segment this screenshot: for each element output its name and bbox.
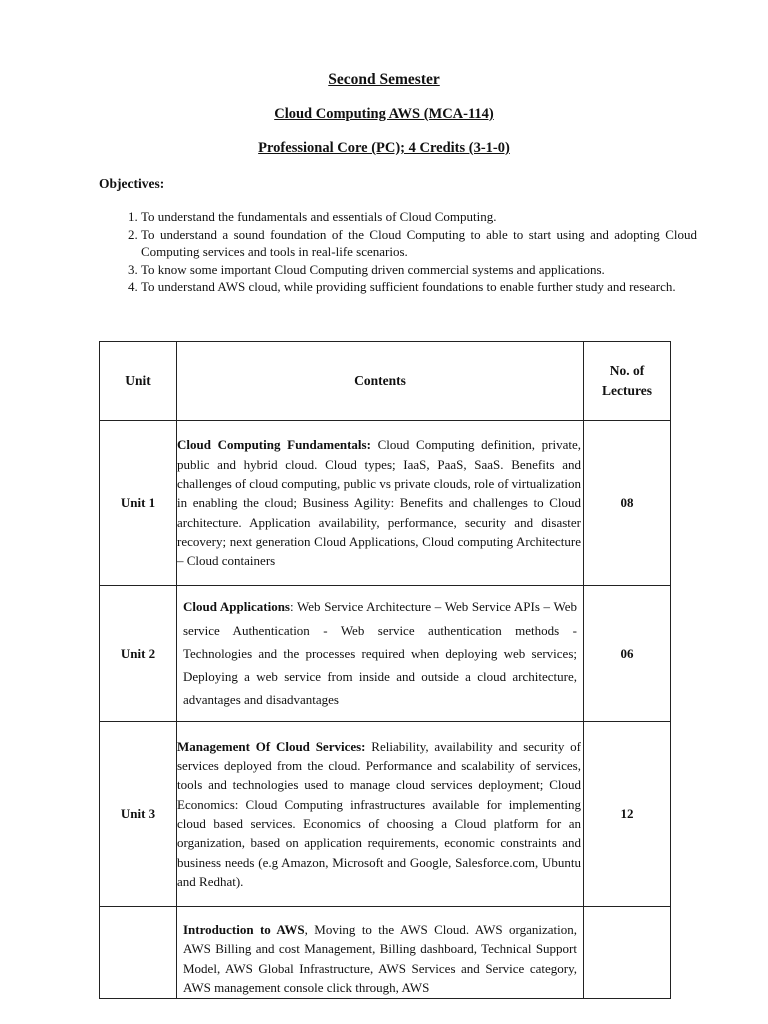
category-heading: Professional Core (PC); 4 Credits (3-1-0): [258, 140, 510, 156]
unit-title: Cloud Computing Fundamentals:: [177, 437, 371, 453]
objective-item: 3. To know some important Cloud Computing driven commercial systems and applications.: [141, 261, 697, 279]
objectives-list: [119, 208, 697, 296]
objective-item: 1. To understand the fundamentals and essentials of Cloud Computing.: [141, 208, 697, 226]
unit-contents: [177, 907, 584, 999]
objective-item: 4. To understand AWS cloud, while providing sufficient foundations to enable further study and research.: [141, 278, 697, 296]
syllabus-table: [99, 341, 671, 999]
objective-item: 2. To understand a sound foundation of the Cloud Computing to able to start using and adopting Cloud Computing services and tools in real-life scenarios.: [141, 226, 697, 261]
unit-title: Management Of Cloud Services:: [177, 738, 366, 754]
table-header-row: [100, 342, 671, 421]
header-lectures-label: No. of Lectures: [602, 363, 652, 398]
lecture-count: [584, 907, 671, 999]
unit-label: [100, 907, 177, 999]
lecture-count: 06: [584, 586, 671, 722]
unit-title: Introduction to AWS: [183, 922, 305, 938]
semester-heading: Second Semester: [328, 71, 440, 88]
table-row: [100, 907, 671, 999]
unit-description: : Web Service Architecture – Web Service APIs – Web service Authentication - Web service authentication methods - Technologies and the processes required when deploying web services; Deploying a web service from inside and outside a cloud architecture, advantages and disadvantages: [183, 599, 577, 708]
header-unit: Unit: [100, 342, 177, 421]
unit-label: Unit 3: [100, 722, 177, 907]
table-row: [100, 722, 671, 907]
lecture-count: 08: [584, 421, 671, 586]
table-row: [100, 421, 671, 586]
unit-title: Cloud Applications: [183, 599, 290, 615]
table-row: [100, 586, 671, 722]
unit-label: Unit 2: [100, 586, 177, 722]
unit-contents: [177, 586, 584, 722]
lecture-count: 12: [584, 722, 671, 907]
unit-contents: [177, 722, 584, 907]
unit-label: Unit 1: [100, 421, 177, 586]
unit-description: , Moving to the AWS Cloud. AWS organization, AWS Billing and cost Management, Billing dashboard, Technical Support Model, AWS Global Infrastructure, AWS Services and Service category, AWS management console click through, AWS: [183, 922, 578, 995]
header-lectures: [584, 342, 671, 421]
course-heading: Cloud Computing AWS (MCA-114): [274, 106, 494, 122]
unit-description: Reliability, availability and security of services deployed from the cloud. Performance and scalability of services, tools and technologies used to manage cloud services deployment; Cloud Economics: Cloud Computing infrastructures available for implementing cloud based services. Economics of choosing a Cloud platform for an organization, based on application requirements, economic constraints and business needs (e.g Amazon, Microsoft and Google, Salesforce.com, Ubuntu and Redhat).: [177, 738, 581, 889]
header-contents: Contents: [177, 342, 584, 421]
objectives-label: Objectives:: [99, 176, 165, 191]
unit-description: Cloud Computing definition, private, public and hybrid cloud. Cloud types; IaaS, PaaS, SaaS. Benefits and challenges of cloud computing, public vs private clouds, role of virtualization in enabling the cloud; Business Agility: Benefits and challenges to Cloud architecture. Application availability, performance, security and disaster recovery; next generation Cloud Applications, Cloud computing Architecture – Cloud containers: [177, 437, 581, 569]
unit-contents: [177, 421, 584, 586]
